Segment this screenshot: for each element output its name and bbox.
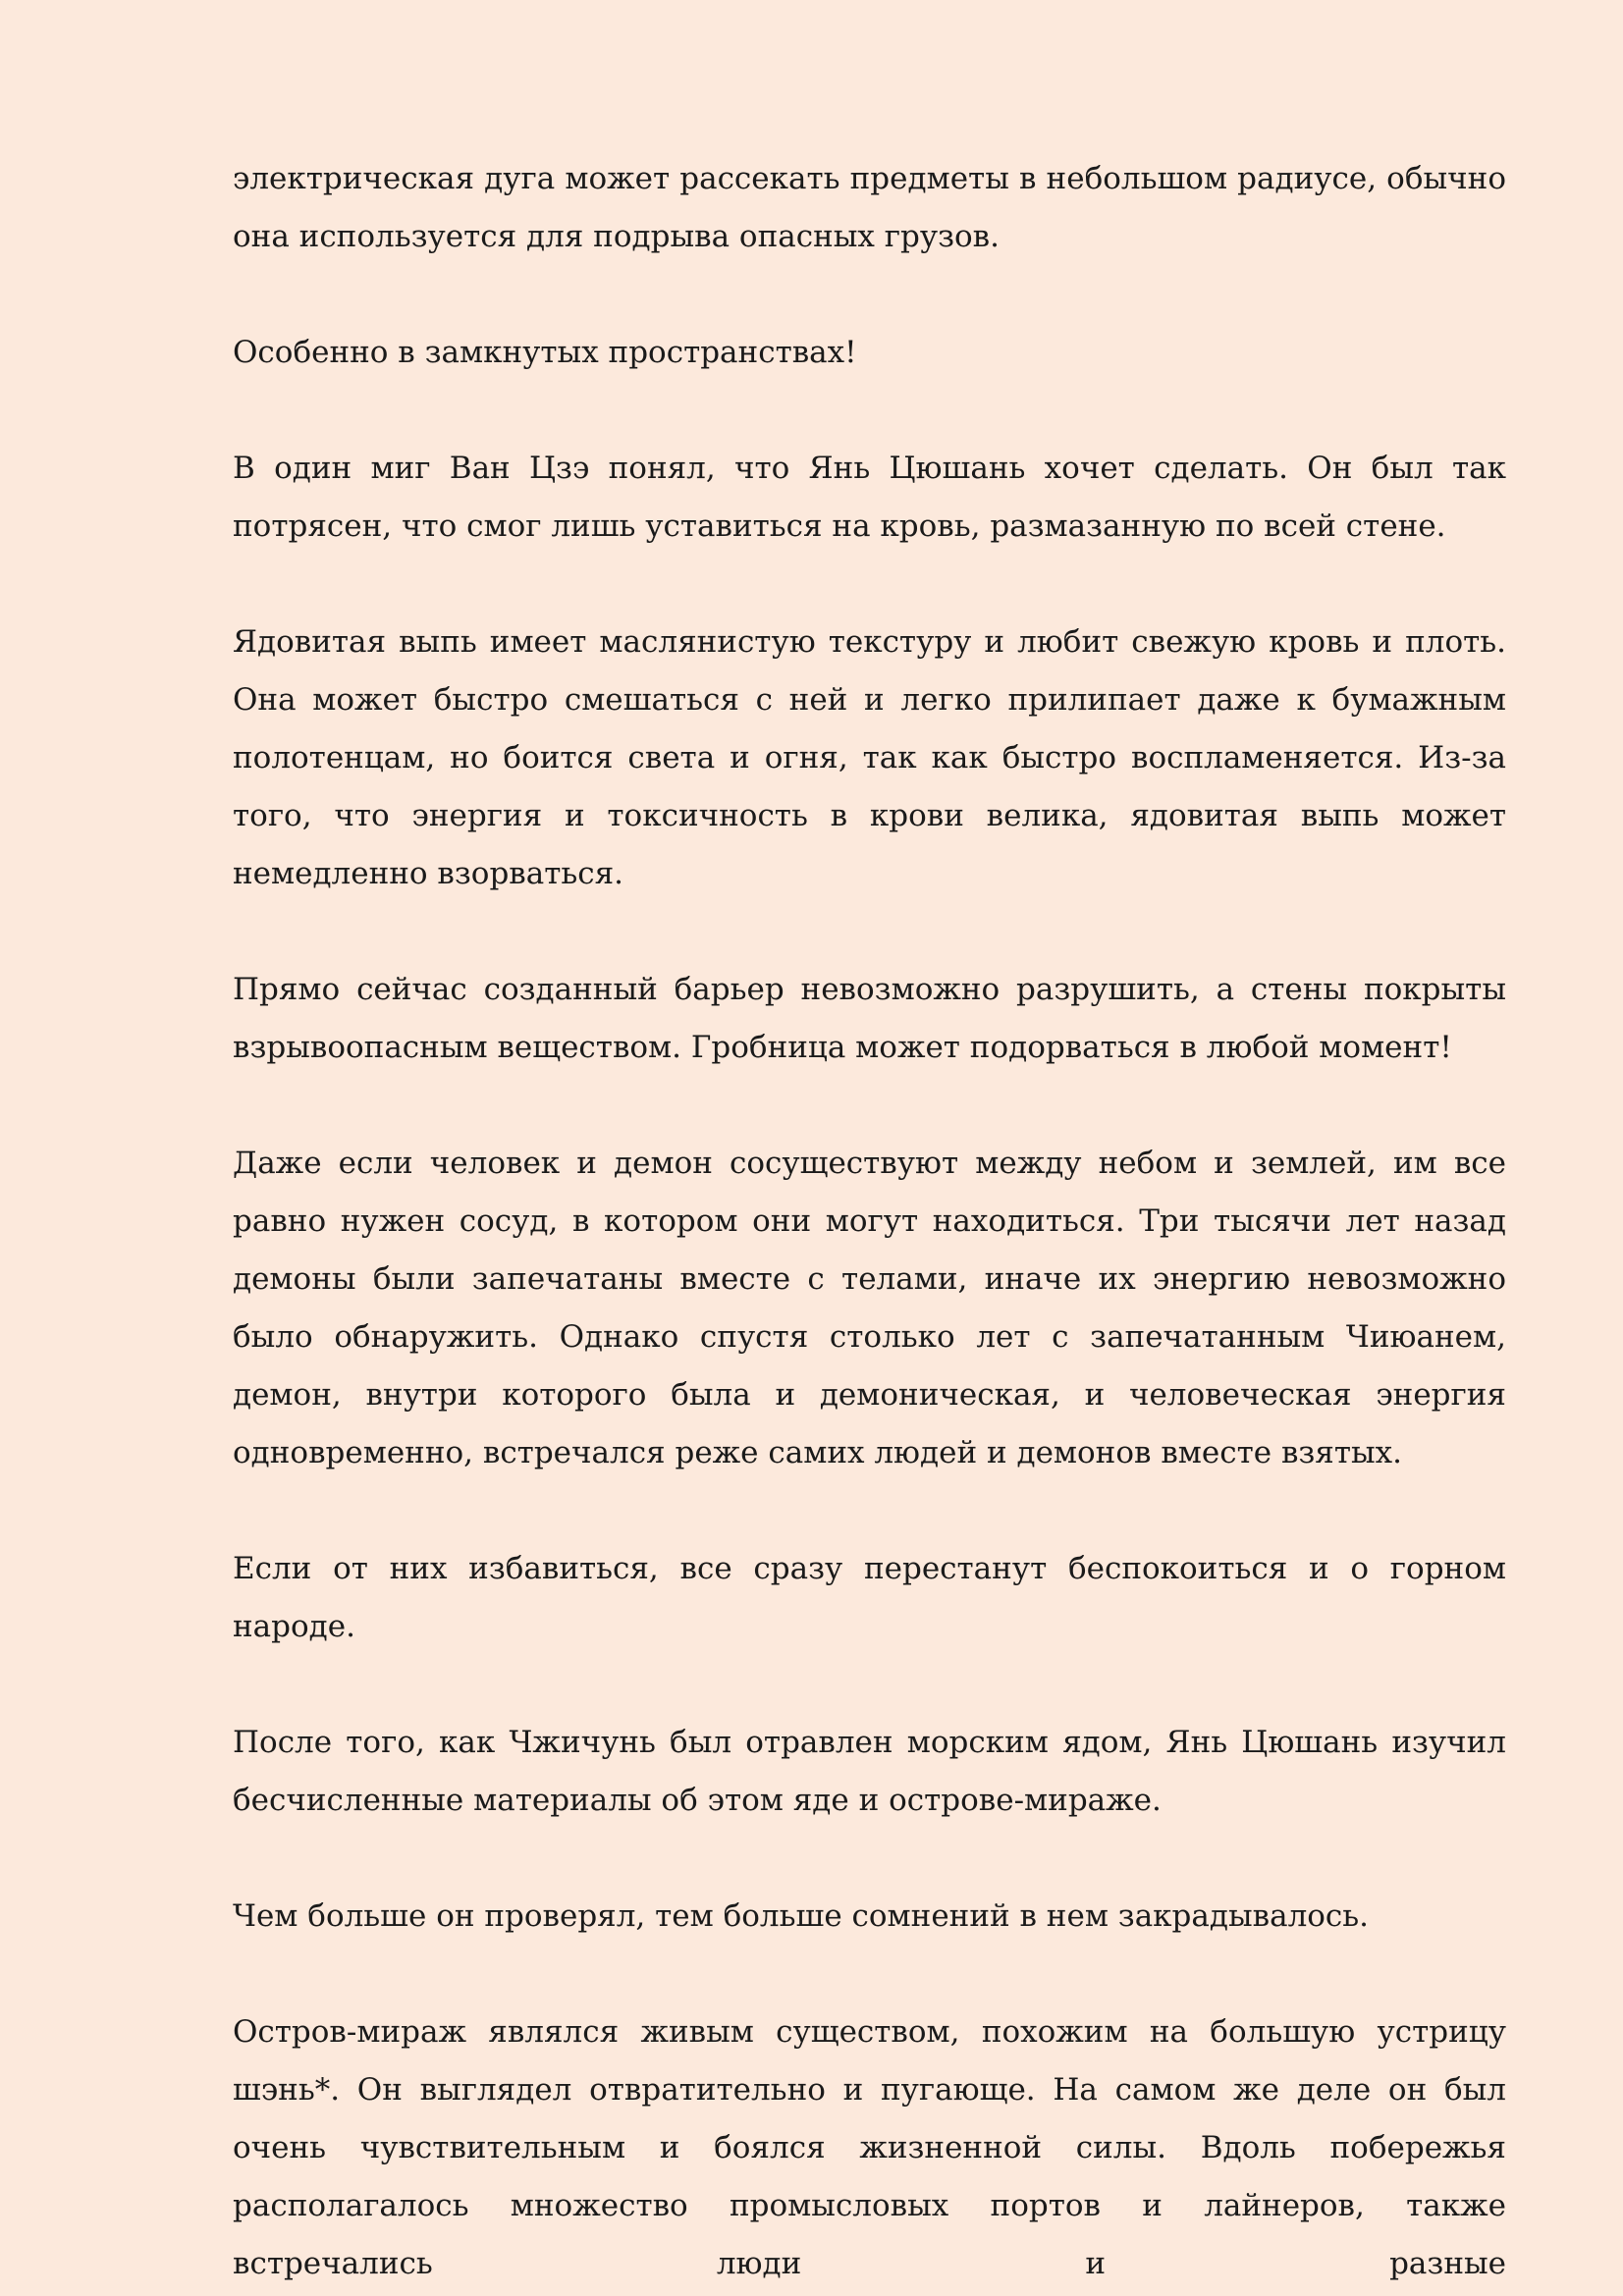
paragraph: Ядовитая выпь имеет маслянистую текстуру и любит свежую кровь и плоть. Она может быстро смешаться с ней и легко прилипает даже к бумажным полотенцам, но боится света и огня, так как быстро воспламеняется. Из-за того, что энергия и токсичность в крови велика, ядовитая выпь может немедленно взорваться. bbox=[233, 624, 1506, 891]
paragraph: Остров-мираж являлся живым существом, похожим на большую устрицу шэнь*. Он выглядел отвратительно и пугающе. На самом же деле он был очень чувствительным и боялся жизненной силы. Вдоль побережья располагалось множество промысловых портов и лайнеров, также встречались люди и разные bbox=[233, 2014, 1506, 2281]
paragraph: Чем больше он проверял, тем больше сомнений в нем закрадывалось. bbox=[233, 1898, 1370, 1934]
paragraph: электрическая дуга может рассекать предметы в небольшом радиусе, обычно она используется для подрыва опасных грузов. bbox=[233, 161, 1506, 254]
paragraph: Даже если человек и демон сосуществуют между небом и землей, им все равно нужен сосуд, в котором они могут находиться. Три тысячи лет назад демоны были запечатаны вместе с телами, иначе их энергию невозможно было обнаружить. Однако спустя столько лет с запечатанным Чиюанем, демон, внутри которого была и демоническая, и человеческая энергия одновременно, встречался реже самих людей и демонов вместе взятых. bbox=[233, 1146, 1506, 1470]
paragraph: Прямо сейчас созданный барьер невозможно разрушить, а стены покрыты взрывоопасным веществом. Гробница может подорваться в любой момент! bbox=[233, 972, 1506, 1065]
paragraph: В один миг Ван Цзэ понял, что Янь Цюшань хочет сделать. Он был так потрясен, что смог лишь уставиться на кровь, размазанную по всей стене. bbox=[233, 451, 1506, 544]
document-page bbox=[233, 150, 1506, 2293]
paragraph: Особенно в замкнутых пространствах! bbox=[233, 335, 857, 370]
paragraph: Если от них избавиться, все сразу перестанут беспокоиться и о горном народе. bbox=[233, 1551, 1506, 1644]
paragraph: После того, как Чжичунь был отравлен морским ядом, Янь Цюшань изучил бесчисленные материалы об этом яде и острове-мираже. bbox=[233, 1725, 1506, 1818]
